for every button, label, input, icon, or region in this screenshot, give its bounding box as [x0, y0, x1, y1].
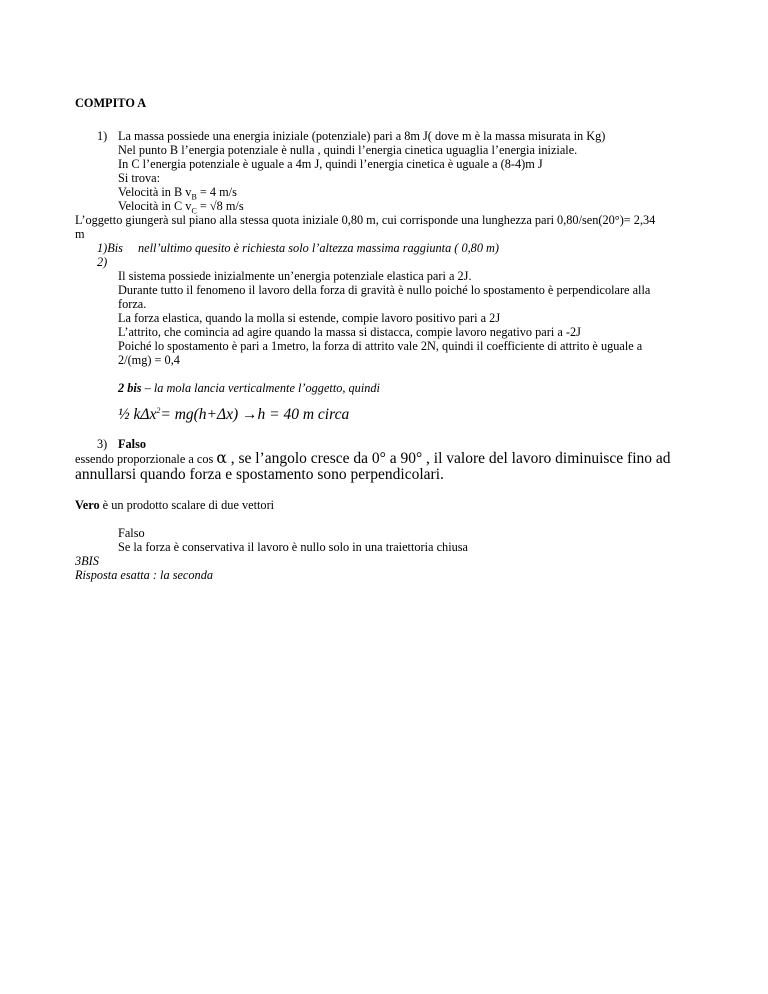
q1-line: Si trova:	[118, 171, 161, 185]
q2-line: forza.	[118, 297, 147, 311]
q1bis-label: 1)Bis	[97, 241, 123, 255]
alpha-symbol: α	[216, 449, 227, 467]
velocity-c-prefix: Velocità in C v	[118, 199, 192, 213]
velocity-c-value: = √8 m/s	[196, 199, 244, 213]
q2bis-label: 2 bis	[118, 381, 142, 395]
velocity-b	[118, 185, 237, 202]
velocity-b-prefix: Velocità in B v	[118, 185, 192, 199]
q1-line: In C l’energia potenziale è uguale a 4m J, quindi l’energia cinetica è uguale a (8-4)m J	[118, 157, 543, 171]
q1bis-text: nell’ultimo quesito è richiesta solo l’altezza massima raggiunta ( 0,80 m)	[138, 241, 500, 255]
q3-falso-label: Falso	[118, 437, 147, 451]
q2bis-intro	[118, 381, 380, 395]
q3-line2: annullarsi quando forza e spostamento sono perpendicolari.	[75, 466, 444, 483]
document-title: COMPITO A	[75, 96, 147, 110]
q2-line: 2/(mg) = 0,4	[118, 353, 180, 367]
q2-line: Poiché lo spostamento è pari a 1metro, la forza di attrito vale 2N, quindi il coefficiente di attrito è uguale a	[118, 339, 643, 353]
q3-falso2: Falso	[118, 526, 145, 540]
velocity-b-value: = 4 m/s	[196, 185, 237, 199]
q1-line: Nel punto B l’energia potenziale è nulla , quindi l’energia cinetica uguaglia l’energia iniziale.	[118, 143, 578, 157]
velocity-c-subscript: C	[191, 206, 197, 216]
q2-line: Il sistema possiede inizialmente un’energia potenziale elastica pari a 2J.	[118, 269, 472, 283]
q3-conservative: Se la forza è conservativa il lavoro è nullo solo in una traiettoria chiusa	[118, 540, 468, 554]
q2bis-text: – la mola lancia verticalmente l’oggetto, quindi	[141, 381, 380, 395]
vero-text: è un prodotto scalare di due vettori	[99, 498, 275, 512]
q3-vero	[75, 498, 274, 512]
q1-number: 1)	[97, 129, 108, 143]
q3-line1-big: , se l’angolo cresce da 0° a 90° , il valore del lavoro diminuisce fino ad	[226, 450, 671, 467]
formula-left: ½ kΔx	[118, 406, 157, 423]
q1-line: La massa possiede una energia iniziale (potenziale) pari a 8m J( dove m è la massa misurata in Kg)	[118, 129, 606, 143]
velocity-b-subscript: B	[191, 192, 197, 202]
q2-line: La forza elastica, quando la molla si estende, compie lavoro positivo pari a 2J	[118, 311, 501, 325]
q3bis-answer: Risposta esatta : la seconda	[75, 568, 213, 582]
q3-number: 3)	[97, 437, 108, 451]
q1-conclusion: L’oggetto giungerà sul piano alla stessa quota iniziale 0,80 m, cui corrisponde una lunghezza pari 0,80/sen(20°)= 2,34	[75, 213, 656, 227]
q2-line: L’attrito, che comincia ad agire quando la massa si distacca, compie lavoro negativo pari a -2J	[118, 325, 581, 339]
q2-line: Durante tutto il fenomeno il lavoro della forza di gravità è nullo poiché lo spostamento è perpendicolare alla	[118, 283, 651, 297]
q3-line1-small: essendo proporzionale a cos	[75, 452, 217, 466]
q3bis-label: 3BIS	[75, 554, 99, 568]
velocity-c	[118, 199, 244, 216]
formula-exponent: 2	[156, 405, 161, 415]
q2bis-formula	[118, 406, 349, 424]
q1-conclusion-cont: m	[75, 227, 85, 241]
vero-label: Vero	[75, 498, 100, 512]
q2-number: 2)	[97, 255, 108, 269]
formula-right: = mg(h+Δx) →h = 40 m circa	[160, 406, 350, 423]
